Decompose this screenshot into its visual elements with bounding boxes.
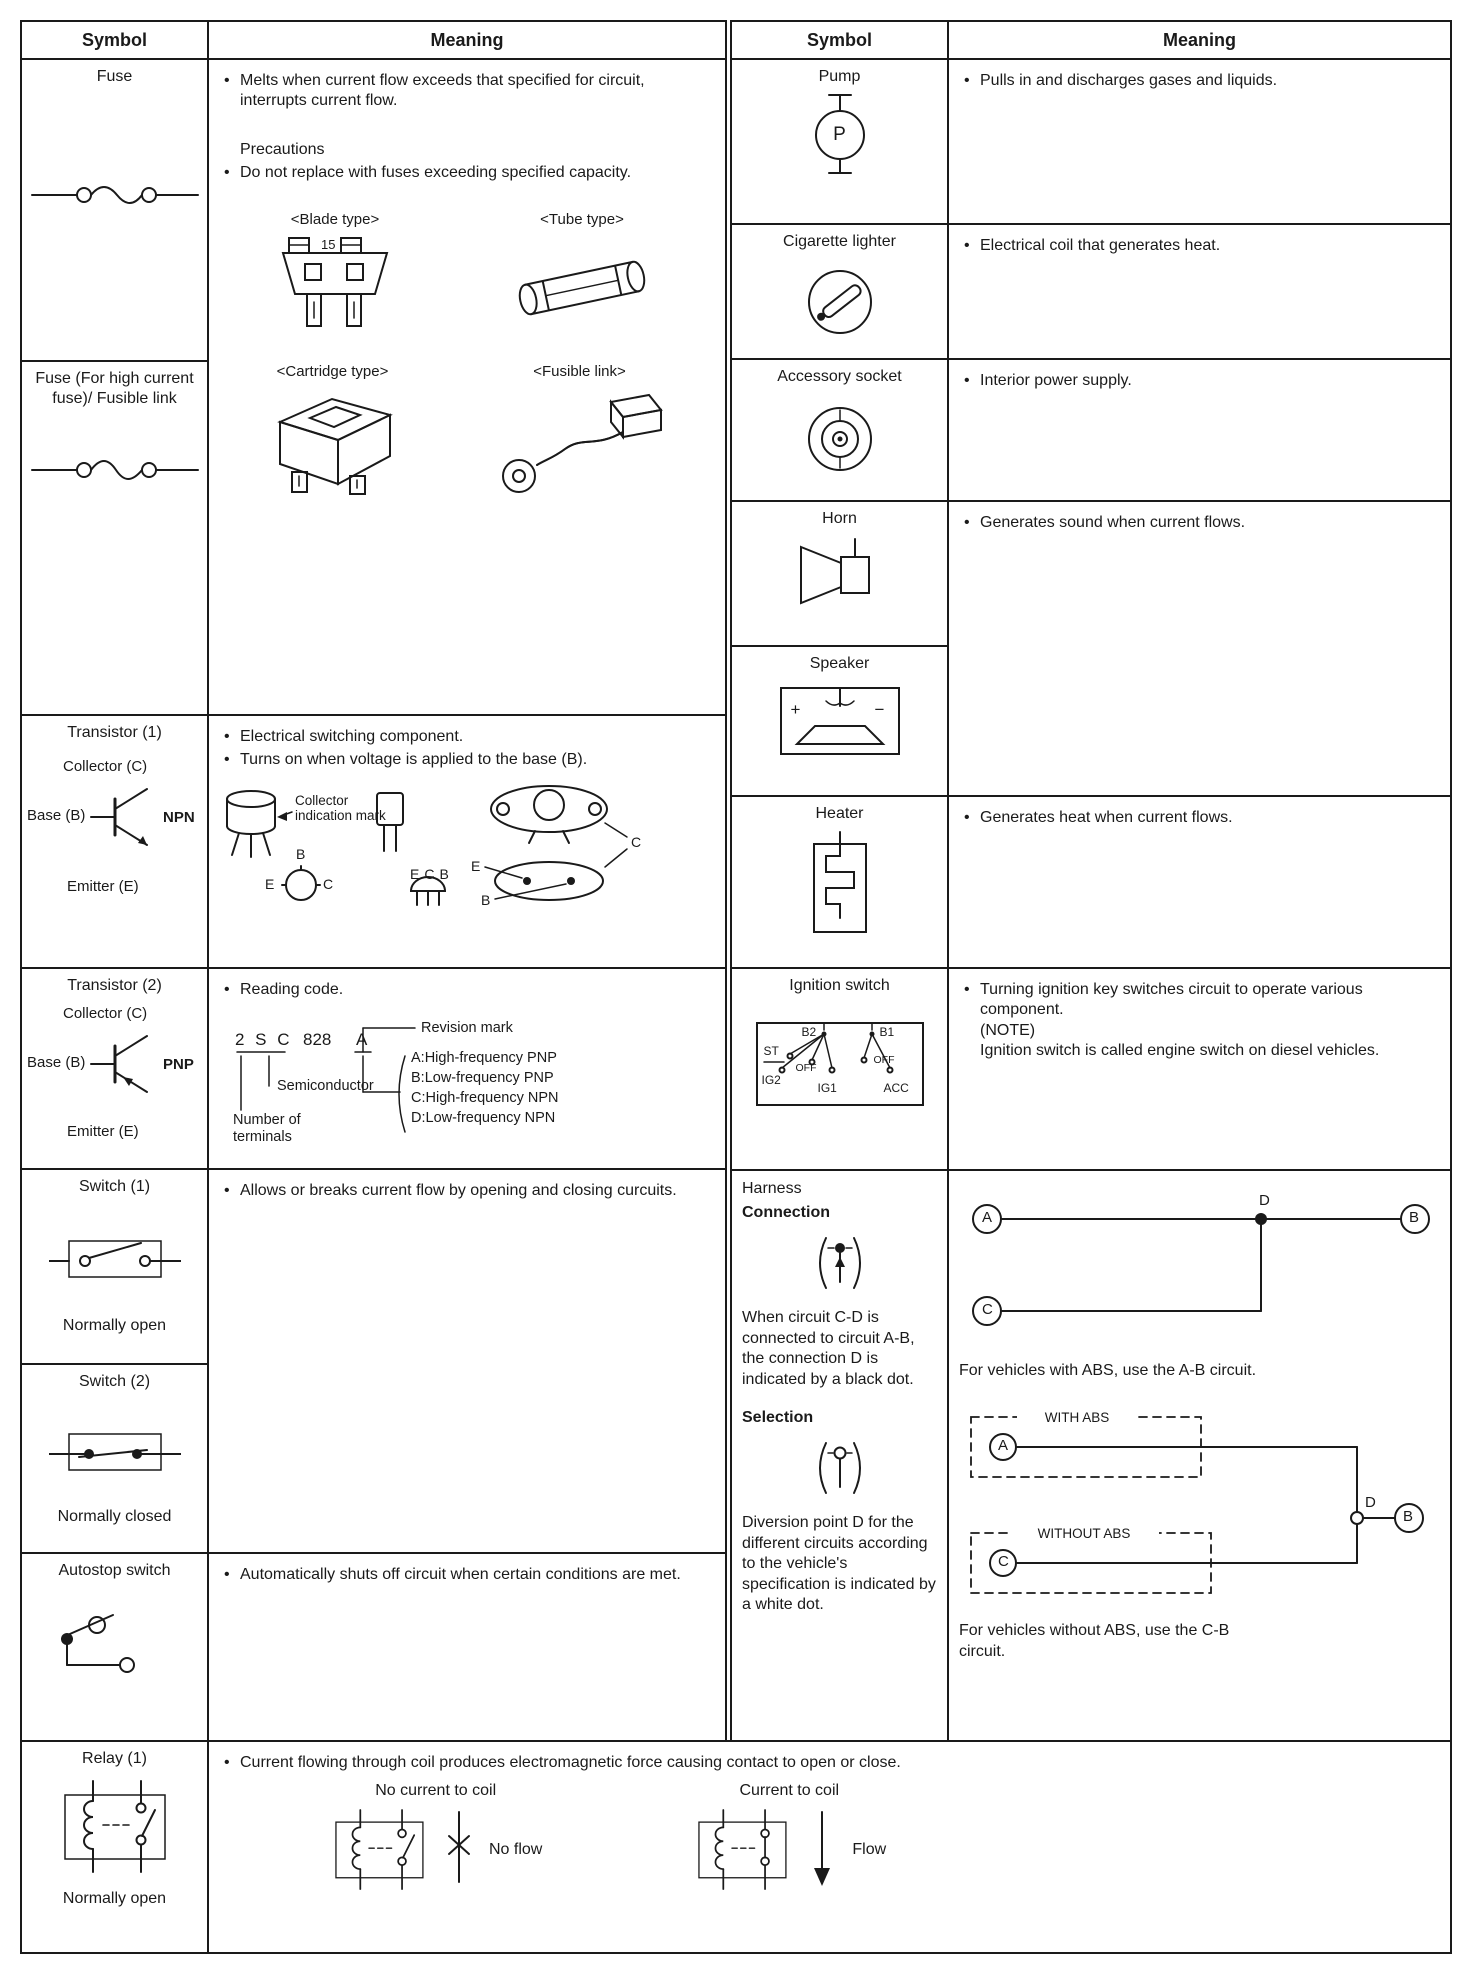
pin-e-label: E [265, 875, 275, 892]
current-label: Current to coil [739, 1782, 840, 1800]
relay-no-current-icon [329, 1808, 429, 1891]
autostop-switch-icon [55, 1603, 175, 1681]
blade-fuse-figure [275, 210, 395, 342]
fuse-symbol-cell [22, 60, 207, 360]
pin-b2-label: B [481, 891, 491, 908]
pin-b-label: B [296, 845, 306, 862]
harness-label: Harness [742, 1180, 802, 1197]
freq-c-label: C:High-frequency NPN [411, 1090, 559, 1107]
with-abs-label: WITH ABS [1017, 1410, 1137, 1425]
node-a2-label: A [998, 1437, 1009, 1455]
blade-fuse-rating: 15 [321, 237, 336, 253]
fuse-icon [30, 175, 200, 215]
pnp-label: PNP [163, 1055, 194, 1073]
speaker-symbol [775, 682, 905, 760]
fuse-precaution-text: • Do not replace with fuses exceeding specified capacity. [219, 163, 713, 183]
pump-symbol [805, 93, 875, 177]
ignition-b2-label: B2 [801, 1024, 817, 1039]
no-current-demo-row [329, 1808, 542, 1892]
horn-speaker-meaning-text: • Generates sound when current flows. [959, 513, 1438, 533]
symbol-reference-page [20, 20, 1452, 1954]
transistor1-meaning-1: • Electrical switching component. [219, 727, 713, 747]
base-label: Base (B) [27, 806, 86, 824]
cartridge-fuse-figure [258, 362, 408, 498]
terminals-label: Number of terminals [233, 1112, 301, 1145]
fusible-link-symbol-cell [22, 362, 207, 714]
transistor1-symbol [23, 747, 206, 913]
pump-letter: P [833, 123, 846, 145]
switch-meaning-text: • Allows or breaks current flow by opening and closing curcuits. [219, 1181, 713, 1201]
connection-symbol-wrap [742, 1232, 937, 1300]
code-number: 828 [303, 1030, 332, 1050]
pin-e2-label: E [471, 857, 481, 874]
ignition-note-title: (NOTE) [980, 1021, 1036, 1039]
fusible-link-wire-icon [485, 386, 675, 501]
transistor1-meaning-2: • Turns on when voltage is applied to the base (B). [219, 750, 713, 770]
switch-meaning-cell [209, 1170, 725, 1552]
cigarette-lighter-icon [794, 256, 886, 348]
harness-connection-art [959, 1185, 1434, 1353]
harness-selection-art [959, 1401, 1434, 1613]
autostop-meaning-cell [209, 1554, 725, 1740]
right-symbol-table [730, 20, 1452, 1742]
cartridge-type-label: <Cartridge type> [276, 363, 389, 381]
relay-current-icon [692, 1808, 792, 1891]
fuse-types-row-1 [219, 210, 713, 342]
selection-text: Diversion point D for the different circuits according to the vehicle's specification is indicated by a white dot. [742, 1514, 936, 1614]
collector-label: Collector (C) [63, 757, 148, 775]
ignition-switch-symbol [754, 1008, 926, 1108]
pump-meaning-cell [949, 60, 1450, 223]
left-symbol-table [20, 20, 727, 1742]
node-b-label: B [1409, 1209, 1420, 1226]
transistor2-symbol-cell [22, 969, 207, 1168]
transistor1-meaning-cell [209, 716, 725, 967]
switch2-symbol-cell [22, 1365, 207, 1552]
fuse-label: Fuse [96, 68, 133, 85]
fusible-link-figure [485, 362, 675, 501]
speaker-symbol-cell [732, 647, 947, 795]
precautions-title: Precautions [240, 140, 325, 158]
relay-meaning-text: • Current flowing through coil produces electromagnetic force causing contact to open or close. [219, 1753, 1438, 1773]
flow-label: Flow [852, 1840, 887, 1858]
cigarette-lighter-meaning-cell [949, 225, 1450, 358]
heater-symbol-cell [732, 797, 947, 967]
relay-open-icon [57, 1779, 172, 1874]
relay-row-table [20, 1740, 1452, 1954]
switch2-label: Switch (2) [78, 1373, 151, 1390]
freq-d-label: D:Low-frequency NPN [411, 1110, 556, 1127]
node-c2-label: C [998, 1553, 1009, 1571]
reading-code-diagram [219, 1006, 689, 1156]
pump-symbol-cell [732, 60, 947, 223]
fuse-types-row-2 [219, 362, 713, 501]
emitter-label: Emitter (E) [67, 1122, 139, 1140]
harness-symbol-cell [732, 1171, 947, 1740]
node-d-label: D [1259, 1192, 1270, 1209]
pin-ecb-label: ECB [410, 865, 454, 882]
ignition-off-left-label: OFF [795, 1061, 817, 1074]
relay-symbol-cell [22, 1742, 207, 1952]
speaker-label: Speaker [809, 655, 870, 672]
horn-symbol-cell [732, 502, 947, 645]
selection-title: Selection [742, 1409, 814, 1427]
tube-type-label: <Tube type> [540, 210, 624, 228]
current-demo [692, 1781, 886, 1891]
ignition-switch-meaning-text: • Turning ignition key switches circuit to operate various component. [959, 980, 1438, 1021]
semiconductor-label: Semiconductor [277, 1078, 374, 1095]
relay-meaning-cell [209, 1742, 1450, 1952]
relay-state: Normally open [62, 1889, 167, 1907]
switch-open-icon [49, 1231, 181, 1283]
ignition-switch-symbol-cell [732, 969, 947, 1169]
ignition-note-text: Ignition switch is called engine switch on diesel vehicles. [980, 1042, 1380, 1060]
pump-meaning-text: • Pulls in and discharges gases and liquids. [959, 71, 1438, 91]
no-current-demo [329, 1781, 542, 1891]
freq-b-label: B:Low-frequency PNP [411, 1070, 554, 1087]
transistor1-label: Transistor (1) [67, 724, 162, 741]
blade-fuse-art [275, 234, 395, 342]
switch-closed-icon [49, 1424, 181, 1476]
no-flow-arrow-icon [441, 1808, 477, 1892]
right-header-meaning: Meaning [949, 22, 1450, 58]
node-a-label: A [982, 1209, 993, 1226]
node-c-label: C [982, 1301, 993, 1318]
horn-speaker-meaning-cell [949, 502, 1450, 795]
heater-meaning-cell [949, 797, 1450, 967]
autostop-symbol-cell [22, 1554, 207, 1740]
with-abs-caption: For vehicles with ABS, use the A-B circuit. [959, 1362, 1257, 1379]
accessory-socket-label: Accessory socket [777, 368, 902, 385]
speaker-minus: − [874, 699, 885, 719]
harness-connection-diagram [959, 1185, 1434, 1353]
transistor2-meaning-cell [209, 969, 725, 1168]
pin-c-label: C [323, 875, 334, 892]
transistor2-label: Transistor (2) [67, 977, 162, 994]
flow-arrow-icon [804, 1808, 840, 1892]
speaker-plus: + [790, 699, 801, 719]
transistor-packages-diagram [219, 779, 709, 913]
transistor1-symbol-cell [22, 716, 207, 967]
npn-label: NPN [163, 808, 195, 826]
selection-symbol-wrap [742, 1437, 937, 1505]
node-b2-label: B [1403, 1508, 1414, 1526]
harness-meaning-cell [949, 1171, 1450, 1740]
relay-demos [219, 1781, 1438, 1891]
heater-icon [808, 830, 872, 940]
switch1-symbol-cell [22, 1170, 207, 1363]
ignition-switch-meaning-cell [949, 969, 1450, 1169]
accessory-socket-icon [794, 393, 886, 485]
speaker-icon [775, 682, 905, 760]
accessory-socket-meaning-cell [949, 360, 1450, 500]
no-flow-label: No flow [489, 1840, 543, 1858]
fuse-meaning-cell [209, 60, 725, 714]
reading-code-text: • Reading code. [219, 980, 713, 1000]
ignition-ig1-label: IG1 [817, 1080, 837, 1095]
accessory-socket-meaning-text: • Interior power supply. [959, 371, 1438, 391]
ignition-off-right-label: OFF [873, 1053, 895, 1066]
cigarette-lighter-label: Cigarette lighter [783, 233, 896, 250]
code-suffix: A [356, 1030, 368, 1050]
emitter-label: Emitter (E) [67, 877, 139, 895]
blade-type-label: <Blade type> [290, 210, 380, 228]
heater-label: Heater [815, 805, 864, 822]
autostop-label: Autostop switch [58, 1562, 171, 1579]
connection-title: Connection [742, 1204, 830, 1222]
cartridge-fuse-icon [258, 386, 408, 498]
fusible-link-label: <Fusible link> [533, 363, 626, 381]
ignition-st-label: ST [763, 1043, 779, 1058]
no-current-label: No current to coil [375, 1782, 497, 1800]
accessory-socket-symbol-cell [732, 360, 947, 500]
switch2-state: Normally closed [57, 1507, 172, 1525]
collector-mark-label: Collector indication mark [295, 792, 386, 824]
current-demo-row [692, 1808, 886, 1892]
ignition-ig2-label: IG2 [761, 1072, 781, 1087]
ignition-b1-label: B1 [879, 1024, 895, 1039]
left-header-meaning: Meaning [209, 22, 725, 58]
switch1-state: Normally open [62, 1316, 167, 1334]
fuse-meaning-text: • Melts when current flow exceeds that specified for circuit, interrupts current flow. [219, 71, 713, 112]
base-label: Base (B) [27, 1053, 86, 1071]
ignition-switch-label: Ignition switch [789, 977, 890, 994]
pin-c2-label: C [631, 833, 642, 850]
revision-mark-label: Revision mark [421, 1020, 513, 1037]
cigarette-lighter-symbol-cell [732, 225, 947, 358]
right-header-symbol: Symbol [732, 22, 947, 58]
collector-label: Collector (C) [63, 1004, 148, 1022]
heater-meaning-text: • Generates heat when current flows. [959, 808, 1438, 828]
ignition-acc-label: ACC [883, 1080, 909, 1095]
tube-fuse-figure [507, 210, 657, 334]
connection-text: When circuit C-D is connected to circuit A-B, the connection D is indicated by a black dot. [742, 1309, 915, 1388]
autostop-meaning-text: • Automatically shuts off circuit when certain conditions are met. [219, 1565, 713, 1585]
selection-junction-icon [804, 1437, 876, 1499]
pump-label: Pump [818, 68, 861, 85]
node-d2-label: D [1365, 1494, 1376, 1512]
horn-icon [785, 537, 895, 615]
horn-label: Horn [822, 510, 857, 527]
switch1-label: Switch (1) [78, 1178, 151, 1195]
fusible-link-icon [30, 450, 200, 490]
harness-selection-diagram [959, 1401, 1434, 1613]
connection-junction-icon [804, 1232, 876, 1294]
without-abs-caption: For vehicles without ABS, use the C-B circuit. [959, 1622, 1230, 1660]
without-abs-label: WITHOUT ABS [1009, 1526, 1159, 1541]
freq-a-label: A:High-frequency PNP [411, 1050, 557, 1067]
transistor2-symbol [23, 996, 206, 1158]
code-prefix: 2 S C [235, 1030, 293, 1050]
cigarette-lighter-meaning-text: • Electrical coil that generates heat. [959, 236, 1438, 256]
fuse-high-current-label: Fuse (For high current fuse)/ Fusible link [35, 370, 194, 407]
tables-row [20, 20, 1452, 1742]
left-header-symbol: Symbol [22, 22, 207, 58]
relay-label: Relay (1) [82, 1750, 147, 1767]
tube-fuse-icon [507, 248, 657, 334]
